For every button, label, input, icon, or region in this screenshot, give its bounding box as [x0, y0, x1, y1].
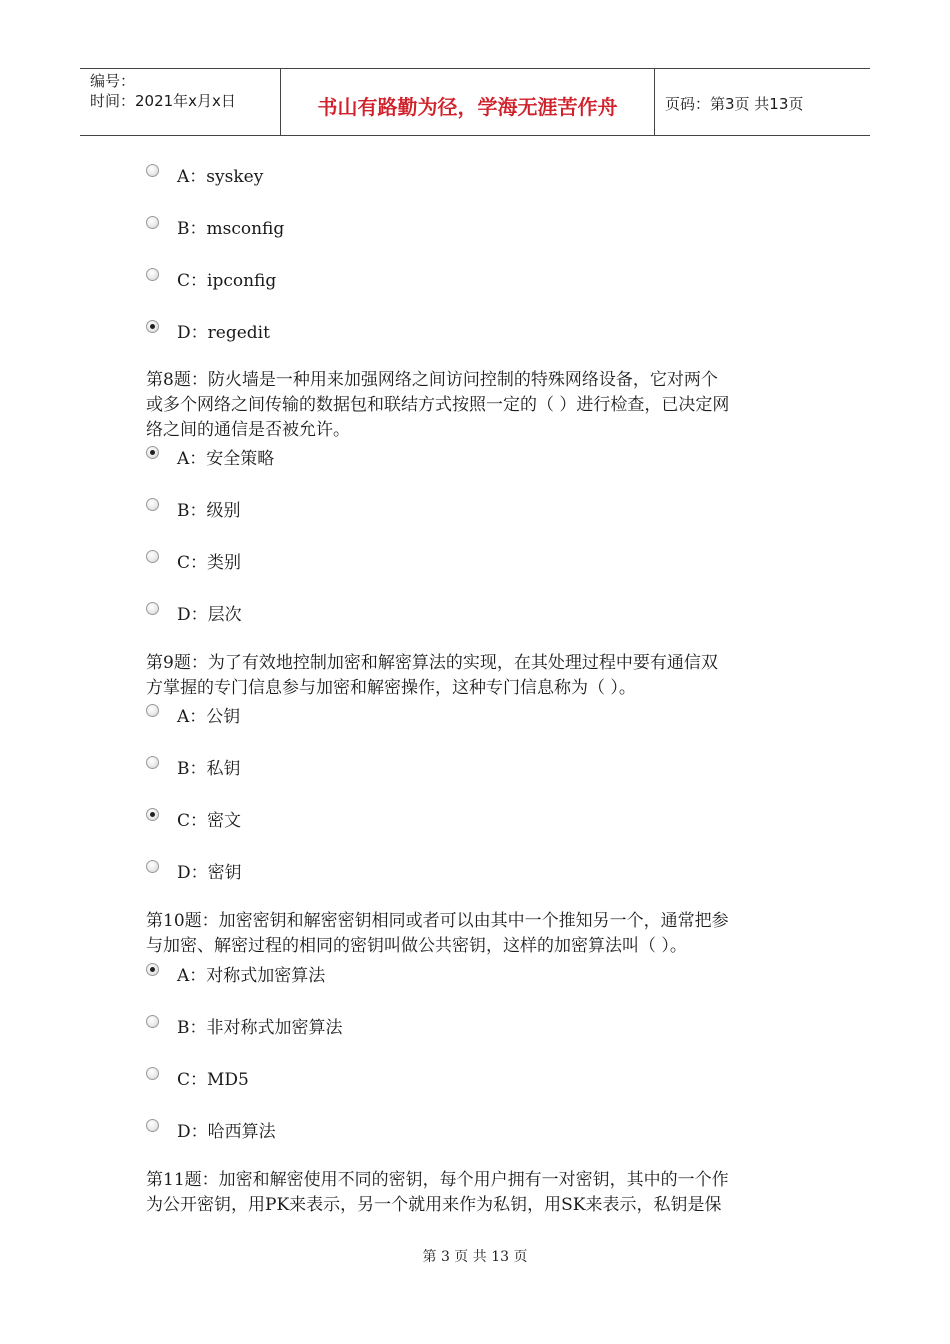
question-line: 或多个网络之间传输的数据包和联结方式按照一定的（ ）进行检查，已决定网	[146, 395, 730, 415]
question-line: 第9题：为了有效地控制加密和解密算法的实现，在其处理过程中要有通信双	[146, 653, 718, 673]
option-q10-c[interactable]	[146, 1067, 249, 1089]
question-line: 第11题：加密和解密使用不同的密钥，每个用户拥有一对密钥，其中的一个作	[146, 1170, 729, 1190]
radio-icon[interactable]	[146, 550, 159, 563]
motto: 书山有路勤为径，学海无涯苦作舟	[317, 95, 618, 119]
question-line: 与加密、解密过程的相同的密钥叫做公共密钥，这样的加密算法叫（ ）。	[146, 936, 687, 956]
radio-icon[interactable]	[146, 498, 159, 511]
option-q8-b[interactable]	[146, 498, 241, 520]
radio-icon[interactable]	[146, 756, 159, 769]
radio-icon[interactable]	[146, 1119, 159, 1132]
radio-checked-icon[interactable]	[146, 808, 159, 821]
number-label: 编号：	[90, 72, 136, 90]
question-9	[146, 651, 811, 701]
radio-icon[interactable]	[146, 268, 159, 281]
option-prev-b[interactable]	[146, 216, 284, 238]
option-q8-c[interactable]	[146, 550, 241, 572]
radio-icon[interactable]	[146, 1067, 159, 1080]
radio-icon[interactable]	[146, 860, 159, 873]
option-label: C：类别	[177, 553, 242, 573]
radio-icon[interactable]	[146, 1015, 159, 1028]
question-line: 为公开密钥，用PK来表示，另一个就用来作为私钥，用SK来表示，私钥是保	[146, 1195, 722, 1215]
radio-checked-icon[interactable]	[146, 320, 159, 333]
option-q8-a[interactable]	[146, 446, 274, 468]
question-line: 第10题：加密密钥和解密密钥相同或者可以由其中一个推知另一个，通常把参	[146, 911, 729, 931]
option-label: A：对称式加密算法	[177, 966, 326, 986]
option-q9-a[interactable]	[146, 704, 240, 726]
page-footer: 第 3 页 共 13 页	[422, 1249, 528, 1265]
option-q8-d[interactable]	[146, 602, 242, 624]
option-prev-d[interactable]	[146, 320, 270, 342]
radio-checked-icon[interactable]	[146, 963, 159, 976]
radio-icon[interactable]	[146, 216, 159, 229]
option-q9-c[interactable]	[146, 808, 241, 830]
radio-icon[interactable]	[146, 704, 159, 717]
option-q9-d[interactable]	[146, 860, 242, 882]
radio-icon[interactable]	[146, 602, 159, 615]
question-10	[146, 909, 811, 959]
option-label: C：ipconfig	[177, 271, 277, 291]
option-label: B：级别	[177, 501, 241, 521]
radio-checked-icon[interactable]	[146, 446, 159, 459]
option-label: A：公钥	[177, 707, 241, 727]
option-q10-b[interactable]	[146, 1015, 343, 1037]
option-label: A：syskey	[177, 167, 264, 187]
option-q10-d[interactable]	[146, 1119, 276, 1141]
question-11	[146, 1168, 811, 1218]
option-label: C：MD5	[177, 1070, 249, 1090]
question-line: 络之间的通信是否被允许。	[146, 420, 350, 440]
question-line: 第8题：防火墙是一种用来加强网络之间访问控制的特殊网络设备，它对两个	[146, 370, 718, 390]
time-label: 时间：2021年x月x日	[90, 92, 236, 110]
option-prev-c[interactable]	[146, 268, 276, 290]
question-line: 方掌握的专门信息参与加密和解密操作，这种专门信息称为（ ）。	[146, 678, 636, 698]
option-label: B：非对称式加密算法	[177, 1018, 343, 1038]
option-prev-a[interactable]	[146, 164, 263, 186]
option-label: D：层次	[177, 605, 242, 625]
option-q10-a[interactable]	[146, 963, 325, 985]
option-label: D：regedit	[177, 323, 270, 343]
option-label: C：密文	[177, 811, 242, 831]
option-label: D：哈西算法	[177, 1122, 276, 1142]
option-label: D：密钥	[177, 863, 242, 883]
option-label: B：私钥	[177, 759, 241, 779]
question-8	[146, 368, 811, 443]
option-label: B：msconfig	[177, 219, 285, 239]
option-label: A：安全策略	[177, 449, 275, 469]
page-info: 页码：第3页 共13页	[665, 95, 804, 113]
radio-icon[interactable]	[146, 164, 159, 177]
option-q9-b[interactable]	[146, 756, 241, 778]
